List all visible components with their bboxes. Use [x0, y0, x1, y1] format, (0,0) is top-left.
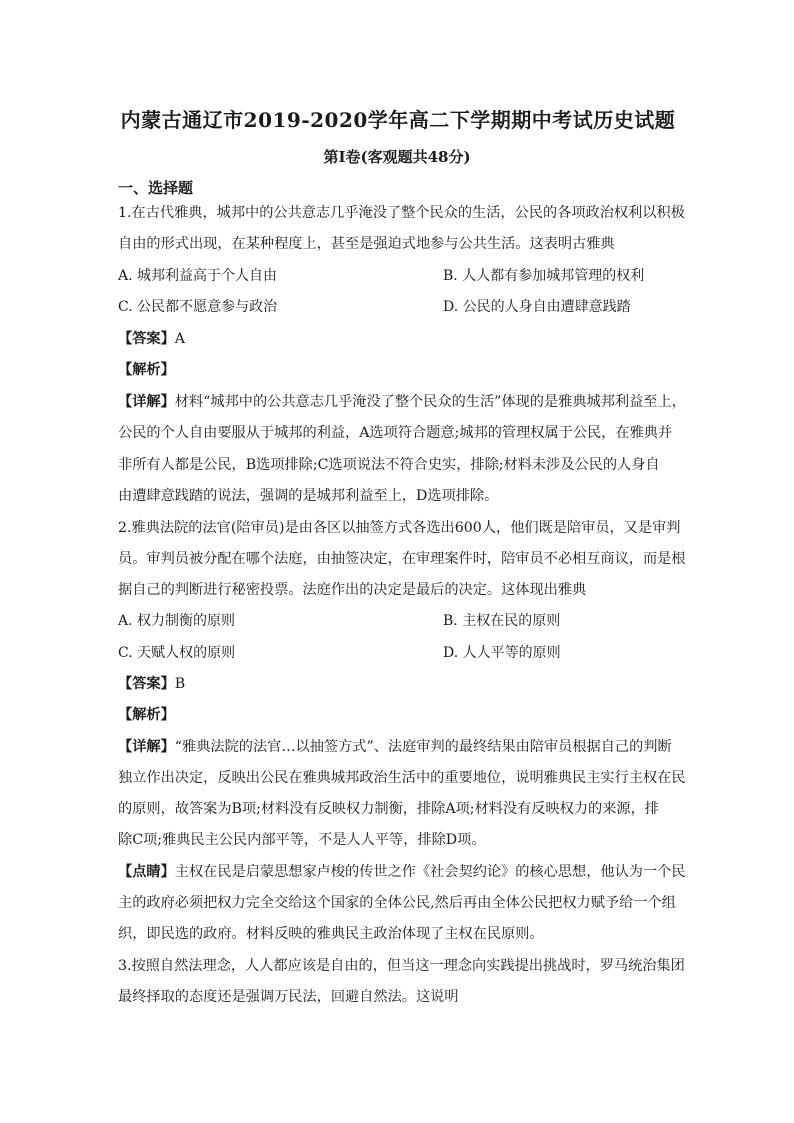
q2-detail-line: 独立作出决定，反映出公民在雅典城邦政治生活中的重要地位，说明雅典民主实行主权在民 — [118, 770, 686, 786]
q1-detail-line: 由遭肆意践踏的说法，强调的是城邦利益至上，D选项排除。 — [118, 488, 499, 504]
q2-note-line: 主的政府必须把权力完全交给这个国家的全体公民,然后再由全体公民把权力赋予给一个组 — [118, 895, 676, 911]
q1-analysis-tag — [118, 360, 175, 380]
q1-stem-line: 1.在古代雅典，城邦中的公共意志几乎淹没了整个民众的生活，公民的各项政治权利以积极 — [118, 205, 685, 221]
q2-stem-line: 员。审判员被分配在哪个法庭，由抽签决定，在审理案件时，陪审员不必相互商议，而是根 — [118, 551, 686, 567]
q2-analysis-tag — [118, 705, 175, 725]
detail-tag: 【详解】 — [118, 739, 175, 755]
q2-option-a: A. 权力制衡的原则 — [118, 613, 236, 629]
q2-stem-line: 据自己的判断进行秘密投票。法庭作出的决定是最后的决定。这体现出雅典 — [118, 582, 587, 598]
q1-option-c: C. 公民都不愿意参与政治 — [118, 299, 278, 315]
detail-text: 材料“城邦中的公共意志几乎淹没了整个民众的生活”体现的是雅典城邦利益至上， — [174, 394, 686, 410]
q1-stem-line: 自由的形式出现，在某种程度上，甚至是强迫式地参与公共生活。这表明古雅典 — [118, 236, 615, 252]
note-tag: 【点睛】 — [118, 864, 175, 880]
q2-detail-line: 的原则，故答案为B项;材料没有反映权力制衡，排除A项;材料没有反映权力的来源，排 — [118, 801, 659, 817]
q2-stem-line: 2.雅典法院的法官(陪审员)是由各区以抽签方式各选出600人，他们既是陪审员，又是审判 — [118, 520, 681, 536]
q1-option-a: A. 城邦利益高于个人自由 — [118, 268, 278, 284]
analysis-tag: 【解析】 — [118, 362, 175, 378]
note-text: 主权在民是启蒙思想家卢梭的传世之作《社会契约论》的核心思想，他认为一个民 — [174, 864, 686, 880]
q1-option-d: D. 公民的人身自由遭肆意践踏 — [443, 299, 631, 315]
q1-answer — [118, 329, 185, 349]
page-title: 内蒙古通辽市2019-2020学年高二下学期期中考试历史试题 — [120, 108, 676, 132]
q2-option-c: C. 天赋人权的原则 — [118, 645, 236, 661]
q2-option-d: D. 人人平等的原则 — [443, 645, 561, 661]
analysis-tag: 【解析】 — [118, 707, 175, 723]
answer-value: A — [174, 331, 186, 347]
q1-detail-line — [118, 392, 686, 412]
paper-subtitle: 第Ⅰ卷(客观题共48分) — [323, 148, 471, 166]
q2-detail-line — [118, 737, 672, 757]
q2-note-line: 织，即民选的政府。材料反映的雅典民主政治体现了主权在民原则。 — [118, 926, 544, 942]
q2-note-line — [118, 862, 686, 882]
q2-detail-line: 除C项;雅典民主公民内部平等，不是人人平等，排除D项。 — [118, 832, 486, 848]
q3-stem-line: 3.按照自然法理念，人人都应该是自由的，但当这一理念向实践提出挑战时，罗马统治集团 — [118, 958, 685, 974]
section-heading: 一、选择题 — [118, 179, 194, 197]
q1-detail-line: 非所有人都是公民，B选项排除;C选项说法不符合史实，排除;材料未涉及公民的人身自 — [118, 457, 660, 473]
q2-option-b: B. 主权在民的原则 — [443, 613, 561, 629]
q1-option-b: B. 人人都有参加城邦管理的权利 — [443, 268, 645, 284]
answer-value: B — [174, 676, 186, 692]
answer-tag: 【答案】 — [118, 676, 175, 692]
q2-answer — [118, 674, 185, 694]
detail-text: “雅典法院的法官…以抽签方式”、法庭审判的最终结果由陪审员根据自己的判断 — [174, 739, 672, 755]
q1-detail-line: 公民的个人自由要服从于城邦的利益，A选项符合题意;城邦的管理权属于公民，在雅典并 — [118, 425, 673, 441]
answer-tag: 【答案】 — [118, 331, 175, 347]
detail-tag: 【详解】 — [118, 394, 175, 410]
q3-stem-line: 最终择取的态度还是强调万民法，回避自然法。这说明 — [118, 989, 459, 1005]
